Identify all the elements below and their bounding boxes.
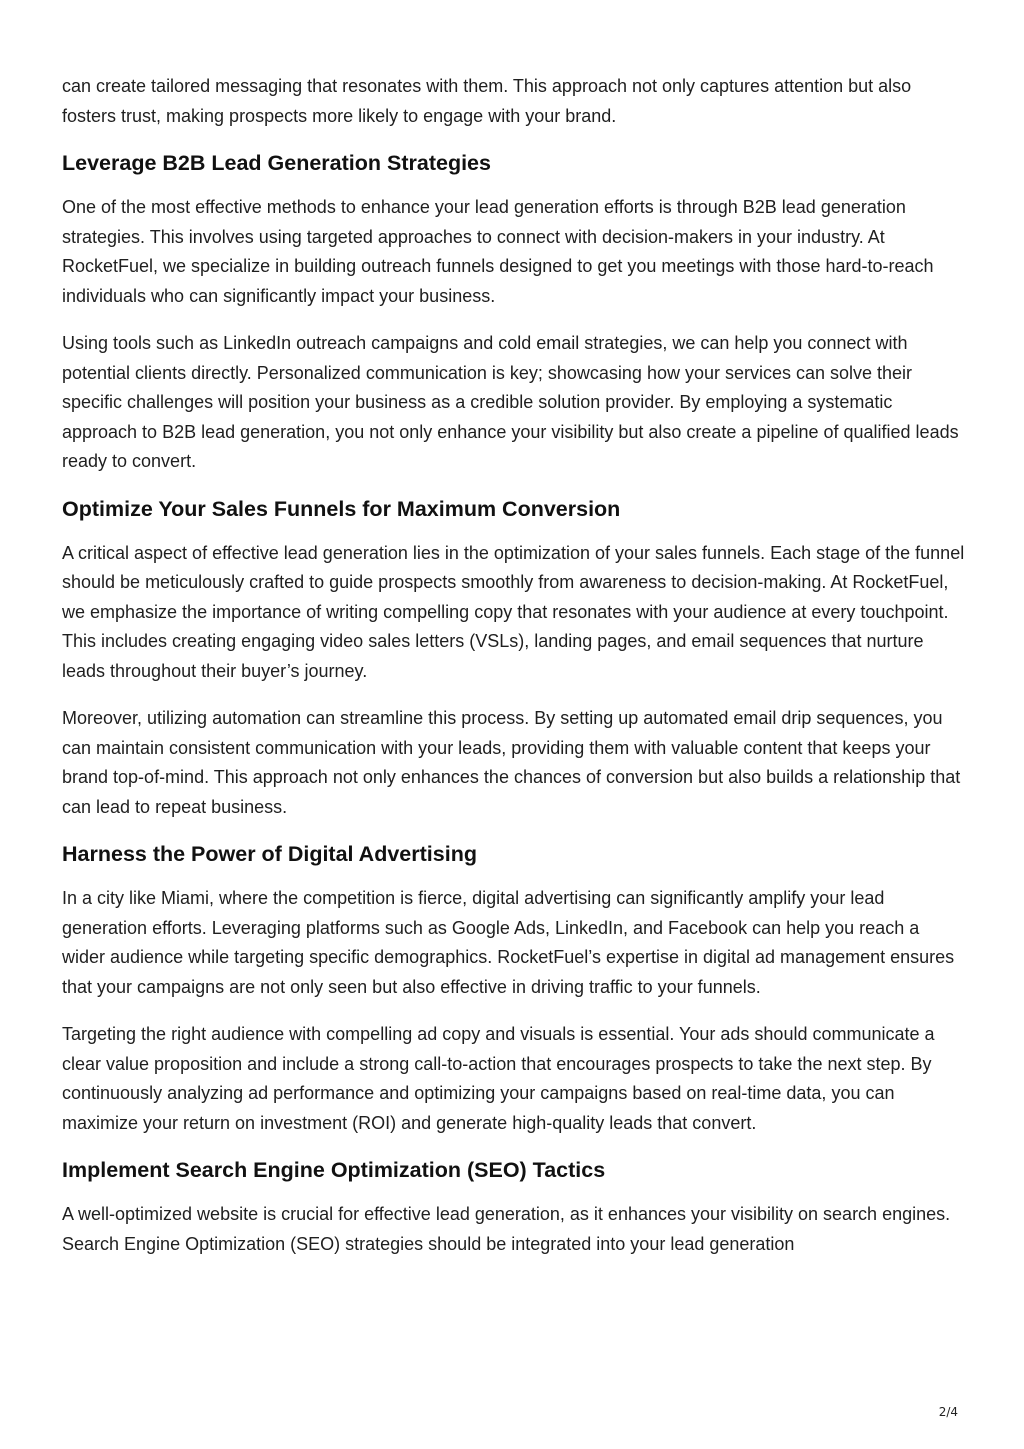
- heading-b2b-lead-generation: Leverage B2B Lead Generation Strategies: [62, 151, 491, 175]
- paragraph-intro-continuation: can create tailored messaging that resonates with them. This approach not only captures attention but also fosters trust, making prospects more likely to engage with your brand.: [62, 76, 912, 126]
- paragraph-seo-intro: A well-optimized website is crucial for effective lead generation, as it enhances your visibility on search engines. Search Engine Optimization (SEO) strategies should be integrated into your lead generation: [62, 1204, 951, 1254]
- paragraph-miami-advertising: In a city like Miami, where the competition is fierce, digital advertising can significantly amplify your lead generation efforts. Leveraging platforms such as Google Ads, LinkedIn, and Facebook can help you reach a wider audience while targeting specific demographics. RocketFuel’s expertise in digital ad management ensures that your campaigns are not only seen but also effective in driving traffic to your funnels.: [62, 888, 955, 997]
- paragraph-b2b-tools: Using tools such as LinkedIn outreach campaigns and cold email strategies, we can help you connect with potential clients directly. Personalized communication is key; showcasing how your services can solve their specific challenges will position your business as a credible solution provider. By employing a systematic approach to B2B lead generation, you not only enhance your visibility but also create a pipeline of qualified leads ready to convert.: [62, 333, 959, 471]
- heading-digital-advertising: Harness the Power of Digital Advertising: [62, 842, 477, 866]
- page-number: 2/4: [938, 1405, 958, 1419]
- paragraph-automation: Moreover, utilizing automation can streamline this process. By setting up automated email drip sequences, you can maintain consistent communication with your leads, providing them with valuable content that keeps your brand top-of-mind. This approach not only enhances the chances of conversion but also builds a relationship that can lead to repeat business.: [62, 708, 961, 817]
- paragraph-funnel-optimization: A critical aspect of effective lead generation lies in the optimization of your sales funnels. Each stage of the funnel should be meticulously crafted to guide prospects smoothly from awareness to decision-making. At RocketFuel, we emphasize the importance of writing compelling copy that resonates with your audience at every touchpoint. This includes creating engaging video sales letters (VSLs), landing pages, and email sequences that nurture leads throughout their buyer’s journey.: [62, 542, 965, 681]
- paragraph-ad-targeting: Targeting the right audience with compelling ad copy and visuals is essential. Your ads should communicate a clear value proposition and include a strong call-to-action that encourages prospects to take the next step. By continuously analyzing ad performance and optimizing your campaigns based on real-time data, you can maximize your return on investment (ROI) and generate high-quality leads that convert.: [62, 1024, 935, 1133]
- document-body: [62, 72, 967, 1277]
- heading-sales-funnels: Optimize Your Sales Funnels for Maximum Conversion: [62, 496, 621, 521]
- paragraph-b2b-methods: One of the most effective methods to enhance your lead generation efforts is through B2B lead generation strategies. This involves using targeted approaches to connect with decision-makers in your industry. At RocketFuel, we specialize in building outreach funnels designed to get you meetings with those hard-to-reach individuals who can significantly impact your business.: [62, 197, 934, 306]
- heading-seo-tactics: Implement Search Engine Optimization (SEO) Tactics: [62, 1158, 606, 1182]
